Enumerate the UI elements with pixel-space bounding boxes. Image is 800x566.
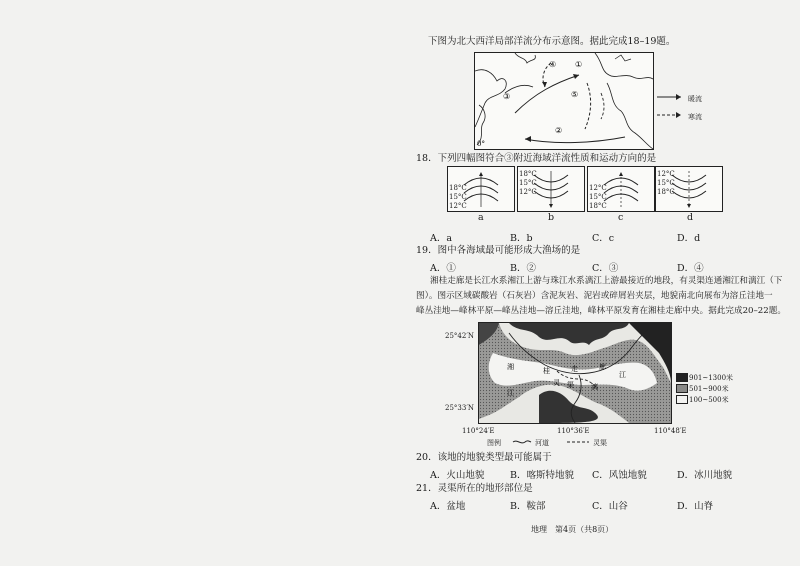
lon-left-label: 110°24′E	[462, 427, 495, 435]
map2-label-zou: 走	[571, 365, 578, 373]
q20-option-c[interactable]: C．风蚀地貌	[592, 470, 647, 481]
q18-option-a[interactable]: A．a	[430, 233, 453, 244]
intro-18-19: 下图为北大西洋局部洋流分布示意图。据此完成18–19题。	[428, 36, 676, 47]
q21-stem: 21．灵渠所在的地形部位是	[416, 483, 533, 494]
lat-top-label: 25°42′N	[445, 332, 475, 340]
marker-4: ④	[549, 60, 557, 69]
q21-option-c[interactable]: C．山谷	[592, 501, 628, 512]
q21-option-d[interactable]: D．山脊	[677, 501, 714, 512]
legend-warm-label: 暖流	[688, 95, 702, 103]
map2-label-xiang: 湘	[507, 363, 514, 371]
q18-option-b[interactable]: B．b	[510, 233, 533, 244]
map2-label-qu: 渠	[567, 381, 574, 389]
q20-stem: 20．该地的地貌类型最可能属于	[416, 452, 552, 463]
panel-a-temp-3: 12°C	[449, 202, 467, 210]
panel-c-temp-2: 15°C	[589, 193, 607, 201]
panel-d-letter: d	[687, 212, 694, 223]
legend-low-label: 100~500米	[689, 396, 729, 404]
map2-label-ling: 灵	[553, 379, 560, 387]
map1-legend-lines	[657, 92, 687, 122]
q19-option-a[interactable]: A．①	[430, 263, 456, 274]
panel-b-letter: b	[548, 212, 555, 223]
panel-a-temp-1: 18°C	[449, 184, 467, 192]
q20-option-d[interactable]: D．冰川地貌	[677, 470, 733, 481]
panel-d-temp-1: 12°C	[657, 170, 675, 178]
q21-option-a[interactable]: A．盆地	[430, 501, 466, 512]
canal-legend-line	[566, 438, 590, 446]
map2-legend-river: 河道	[535, 439, 549, 447]
legend-mid-label: 501~900米	[689, 385, 729, 393]
map2-legend-title: 图例	[487, 439, 501, 447]
panel-c-temp-1: 12°C	[589, 184, 607, 192]
legend-high-swatch	[676, 373, 688, 382]
panel-d-temp-2: 15°C	[657, 179, 675, 187]
lat-bottom-label: 25°33′N	[445, 404, 475, 412]
map2-legend-canal: 灵渠	[593, 439, 607, 447]
xianggui-corridor-map	[478, 322, 672, 424]
lon-right-label: 110°48′E	[654, 427, 687, 435]
panel-c-temp-3: 18°C	[589, 202, 607, 210]
panel-b-temp-2: 15°C	[519, 179, 537, 187]
page-footer: 地理 第4页（共8页）	[531, 525, 614, 534]
passage-line-2: 图）。图示区域碳酸岩（石灰岩）含泥灰岩、泥岩或碎屑岩夹层，地貌南北向展布为溶丘洼地一	[416, 291, 773, 301]
q19-option-c[interactable]: C．③	[592, 263, 619, 274]
q18-option-d[interactable]: D．d	[677, 233, 701, 244]
marker-5: ⑤	[571, 90, 579, 99]
legend-cold-label: 寒流	[688, 113, 702, 121]
panel-a-temp-2: 15°C	[449, 193, 467, 201]
passage-line-3: 峰丛洼地—峰林平原—峰丛洼地—溶丘洼地，峰林平原发育在湘桂走廊中央。据此完成20–22题。	[416, 306, 786, 316]
zero-degree-label: 0°	[477, 140, 485, 148]
panel-c-letter: c	[618, 212, 624, 223]
q21-option-b[interactable]: B．鞍部	[510, 501, 546, 512]
marker-1: ①	[575, 60, 583, 69]
q18-stem: 18．下列四幅图符合③附近海域洋流性质和运动方向的是	[416, 153, 657, 164]
panel-a-letter: a	[478, 212, 484, 223]
panel-b-temp-3: 12°C	[519, 188, 537, 196]
map2-label-li: 漓	[591, 383, 598, 391]
q20-option-a[interactable]: A．火山地貌	[430, 470, 485, 481]
atlantic-current-map	[474, 52, 654, 150]
passage-line-1: 湘桂走廊是长江水系湘江上游与珠江水系漓江上游最接近的地段，有灵渠连通湘江和漓江（下	[430, 276, 783, 286]
map2-label-lang: 廊	[599, 363, 606, 371]
map2-label-gui: 桂	[543, 367, 550, 375]
map2-label-jiang-2: 江	[507, 389, 514, 397]
map2-label-jiang-1: 江	[619, 371, 626, 379]
marker-3: ③	[503, 92, 511, 101]
q18-option-c[interactable]: C．c	[592, 233, 615, 244]
legend-low-swatch	[676, 395, 688, 404]
panel-d-temp-3: 18°C	[657, 188, 675, 196]
q20-option-b[interactable]: B．喀斯特地貌	[510, 470, 574, 481]
river-legend-line	[512, 438, 532, 446]
marker-2: ②	[555, 126, 563, 135]
legend-mid-swatch	[676, 384, 688, 393]
legend-high-label: 901~1300米	[689, 374, 734, 382]
q19-stem: 19．图中各海域最可能形成大渔场的是	[416, 245, 581, 256]
q19-option-b[interactable]: B．②	[510, 263, 536, 274]
lon-mid-label: 110°36′E	[557, 427, 590, 435]
panel-b-temp-1: 18°C	[519, 170, 537, 178]
q19-option-d[interactable]: D．④	[677, 263, 704, 274]
